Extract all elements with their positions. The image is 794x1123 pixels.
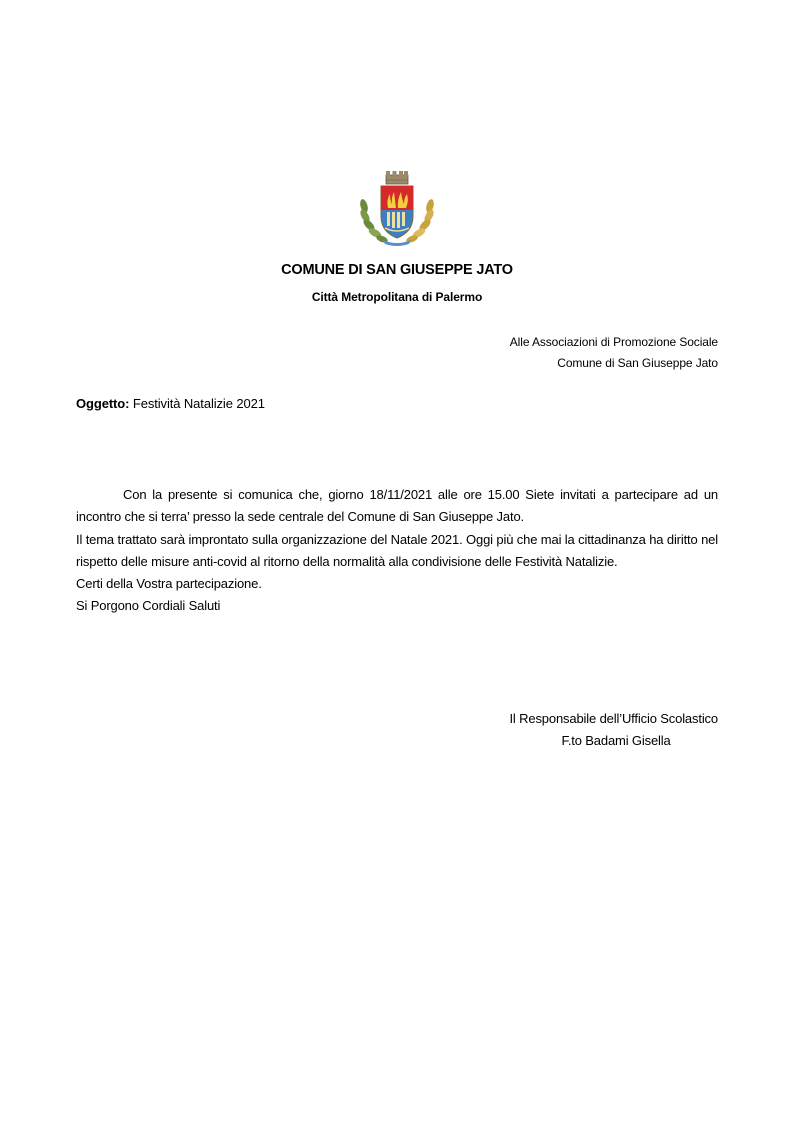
- organization-subtitle: Città Metropolitana di Palermo: [311, 290, 483, 304]
- recipient-line-1: Alle Associazioni di Promozione Sociale: [509, 335, 718, 349]
- body-line-3: Certi della Vostra partecipazione.: [76, 576, 262, 592]
- recipient-line-2: Comune di San Giuseppe Jato: [557, 356, 718, 370]
- recipient-block: [510, 332, 718, 374]
- crown-icon: [386, 171, 408, 184]
- body-paragraph-1: Con la presente si comunica che, giorno 18/11/2021 alle ore 15.00 Siete invitati a partecipare ad un incontro che si terra’ presso la sede centrale del Comune di San Giuseppe Jato.: [76, 487, 718, 525]
- signature-block: [509, 708, 718, 753]
- signature-title: Il Responsabile dell’Ufficio Scolastico: [509, 711, 718, 726]
- subject-text: Festività Natalizie 2021: [132, 396, 265, 411]
- body-paragraph-2: Il tema trattato sarà improntato sulla organizzazione del Natale 2021. Oggi più che mai la cittadinanza ha diritto nel rispetto delle misure anti-covid al ritorno della normalità alla condivisione delle Festività Natalizie.: [76, 531, 718, 569]
- coat-of-arms-icon: [357, 168, 437, 246]
- organization-name: COMUNE DI SAN GIUSEPPE JATO: [281, 262, 513, 278]
- subject-label: Oggetto:: [76, 396, 130, 411]
- body-line-4: Si Porgono Cordiali Saluti: [76, 598, 221, 614]
- letter-body: [76, 484, 718, 618]
- subject-line: [76, 396, 265, 411]
- signature-name: F.to Badami Gisella: [561, 733, 671, 749]
